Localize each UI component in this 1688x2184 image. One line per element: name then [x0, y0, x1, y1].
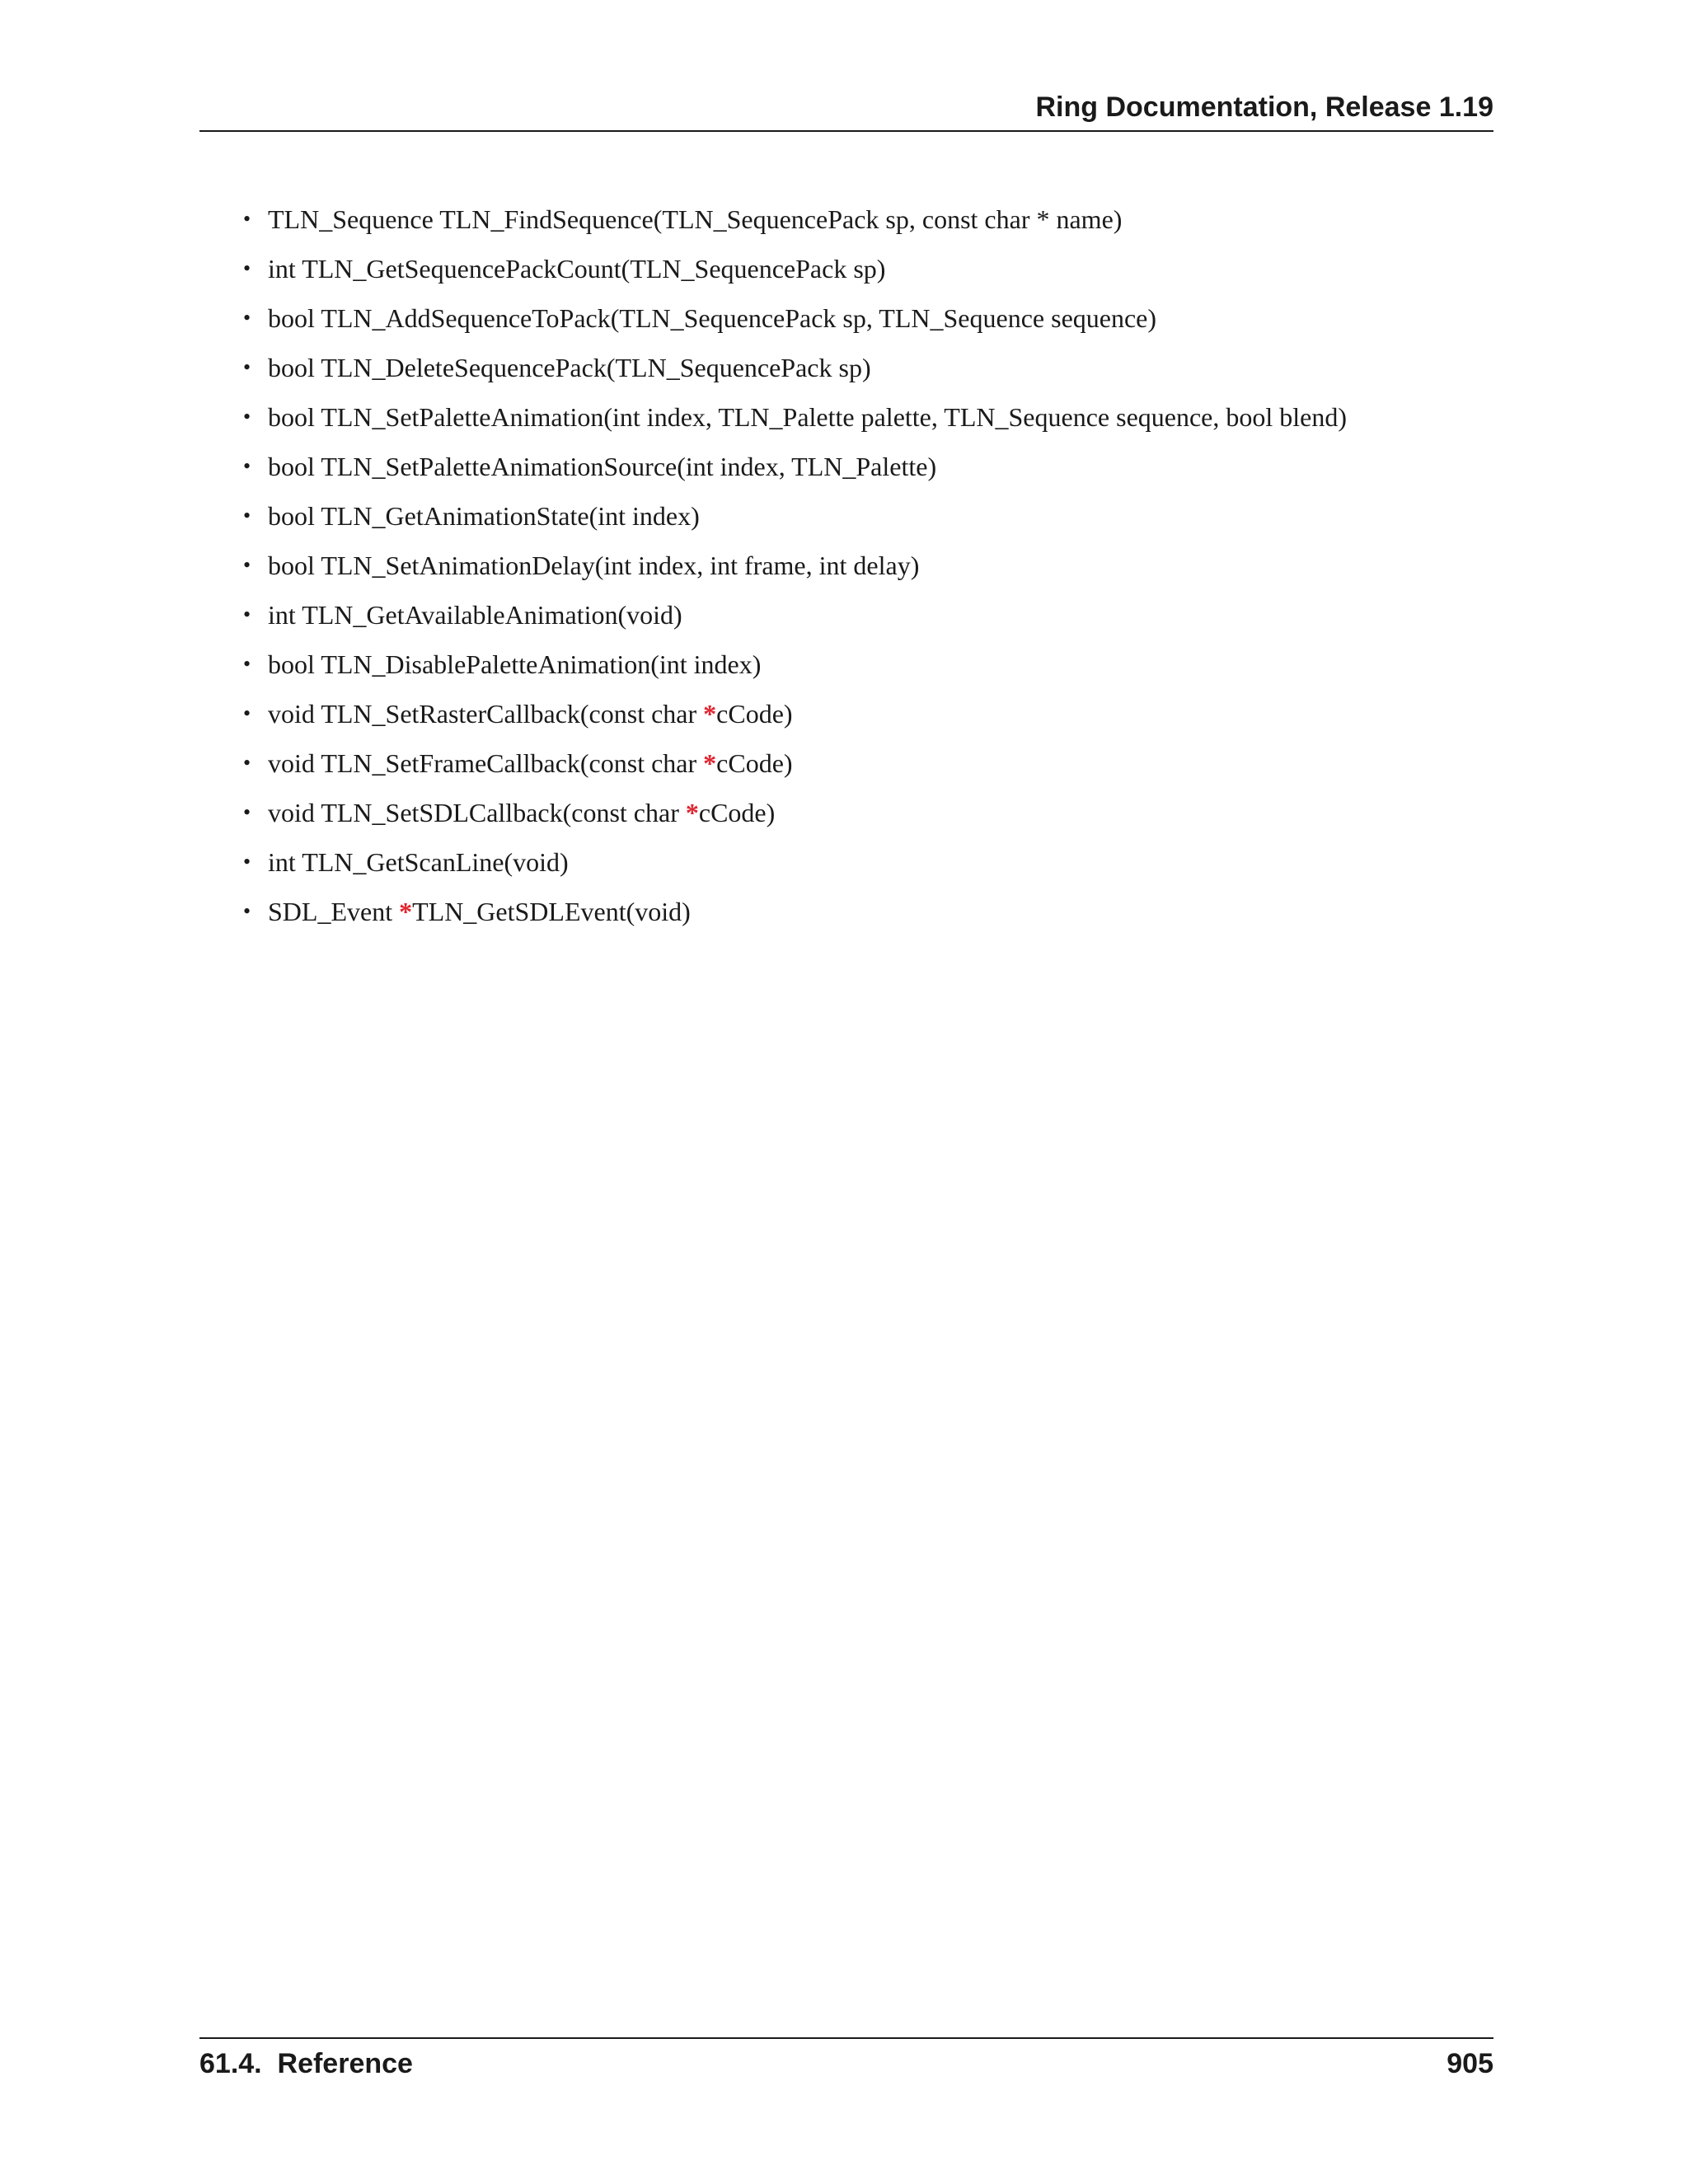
bullet-icon: •	[243, 751, 251, 775]
document-title: Ring Documentation, Release 1.19	[1035, 91, 1493, 123]
bullet-icon: •	[243, 701, 251, 725]
list-item	[239, 738, 1347, 788]
function-signature: int TLN_GetAvailableAnimation(void)	[268, 600, 682, 630]
bullet-icon: •	[243, 850, 251, 874]
function-signature: bool TLN_SetAnimationDelay(int index, int frame, int delay)	[268, 551, 920, 580]
pointer-star: *	[685, 798, 699, 827]
list-item	[239, 590, 1347, 640]
bullet-icon: •	[243, 306, 251, 330]
function-signature-tail: cCode)	[716, 699, 793, 729]
list-item	[239, 293, 1347, 343]
page-footer	[199, 2037, 1493, 2088]
function-list	[239, 194, 1347, 936]
function-signature-tail: cCode)	[716, 748, 793, 778]
list-item	[239, 392, 1347, 442]
list-item	[239, 788, 1347, 837]
list-item	[239, 689, 1347, 738]
bullet-icon: •	[243, 504, 251, 527]
function-signature: void TLN_SetFrameCallback(const char	[268, 748, 704, 778]
list-item	[239, 244, 1347, 293]
function-signature: void TLN_SetSDLCallback(const char	[268, 798, 686, 827]
list-item	[239, 887, 1347, 936]
function-signature: int TLN_GetScanLine(void)	[268, 847, 569, 877]
list-item	[239, 194, 1347, 244]
function-signature: bool TLN_SetPaletteAnimation(int index, TLN_Palette palette, TLN_Sequence sequence, bool blend)	[268, 402, 1348, 432]
function-signature: void TLN_SetRasterCallback(const char	[268, 699, 704, 729]
function-signature-tail: TLN_GetSDLEvent(void)	[412, 897, 691, 926]
function-signature-tail: cCode)	[698, 798, 776, 827]
page-number: 905	[1447, 2048, 1493, 2079]
pointer-star: *	[399, 897, 413, 926]
bullet-icon: •	[243, 553, 251, 577]
bullet-icon: •	[243, 652, 251, 676]
pointer-star: *	[703, 699, 717, 729]
function-signature: bool TLN_DeleteSequencePack(TLN_SequencePack sp)	[268, 353, 871, 382]
function-signature: bool TLN_GetAnimationState(int index)	[268, 501, 700, 531]
list-item	[239, 491, 1347, 541]
list-item	[239, 541, 1347, 590]
bullet-icon: •	[243, 602, 251, 626]
bullet-icon: •	[243, 454, 251, 478]
pointer-star: *	[703, 748, 717, 778]
bullet-icon: •	[243, 256, 251, 280]
function-signature: bool TLN_DisablePaletteAnimation(int index)	[268, 649, 762, 679]
bullet-icon: •	[243, 355, 251, 379]
list-item	[239, 343, 1347, 392]
bullet-icon: •	[243, 899, 251, 923]
bullet-icon: •	[243, 800, 251, 824]
bullet-icon: •	[243, 405, 251, 429]
page-header	[199, 89, 1493, 132]
list-item	[239, 442, 1347, 491]
function-signature: int TLN_GetSequencePackCount(TLN_SequencePack sp)	[268, 254, 886, 284]
function-signature: bool TLN_AddSequenceToPack(TLN_SequencePack sp, TLN_Sequence sequence)	[268, 303, 1157, 333]
bullet-icon: •	[243, 207, 251, 231]
function-signature: TLN_Sequence TLN_FindSequence(TLN_SequencePack sp, const char * name)	[268, 204, 1123, 234]
list-item	[239, 837, 1347, 887]
function-signature: SDL_Event	[268, 897, 400, 926]
section-label: 61.4. Reference	[199, 2048, 413, 2079]
function-signature: bool TLN_SetPaletteAnimationSource(int index, TLN_Palette)	[268, 452, 937, 481]
list-item	[239, 640, 1347, 689]
